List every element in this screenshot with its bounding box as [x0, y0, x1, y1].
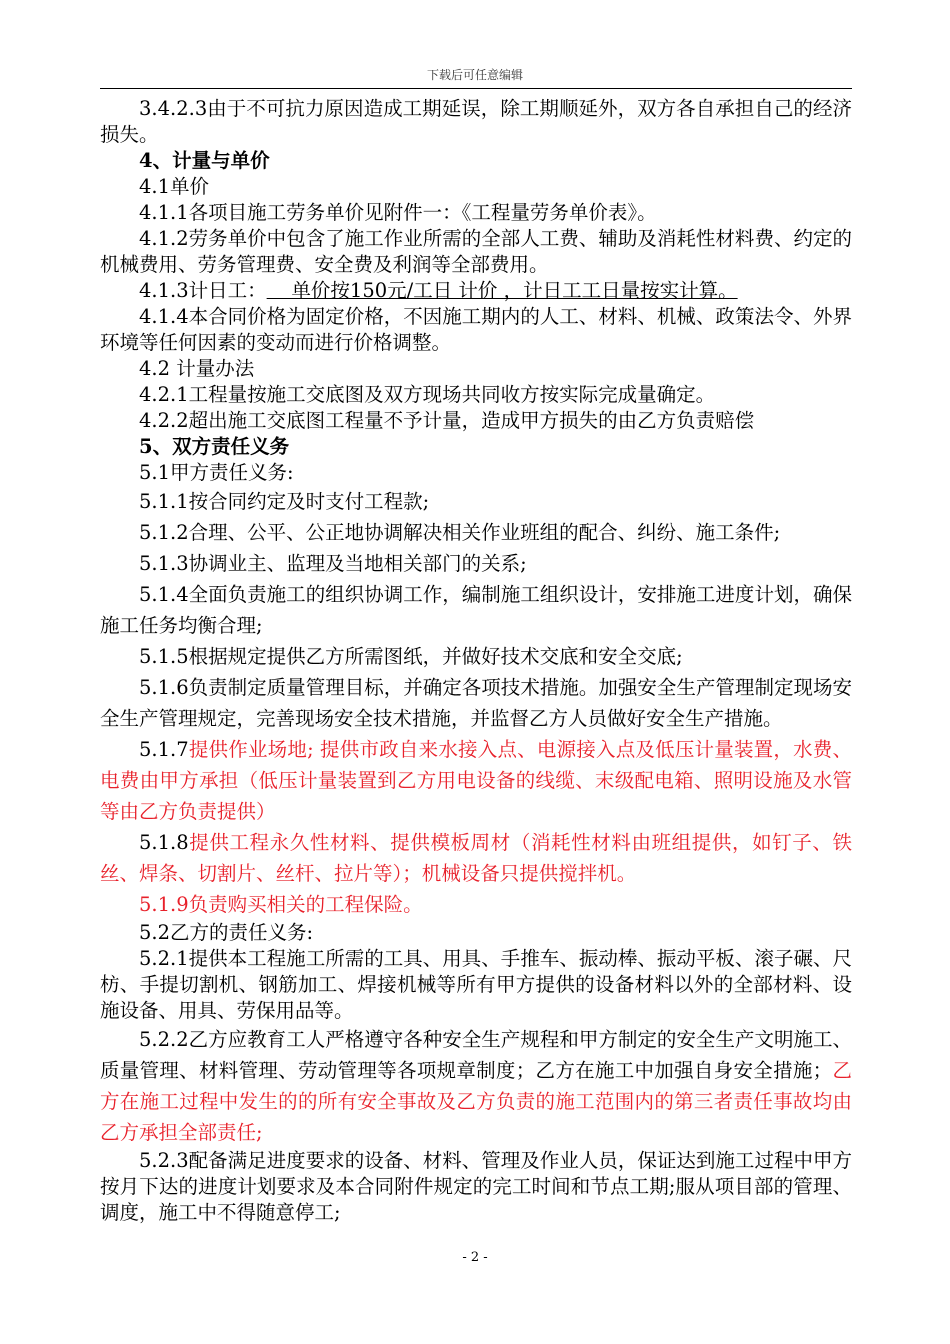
clause-5-1-7-highlight: 提供作业场地; 提供市政自来水接入点、电源接入点及低压计量装置，水费、电费由甲方承担（低压计量装置到乙方用电设备的线缆、末级配电箱、照明设施及水管等由乙方负责提供）	[100, 738, 852, 823]
section-5-heading: 5、双方责任义务	[139, 435, 290, 458]
clause-5-2-2-text: 5.2.2乙方应教育工人严格遵守各种安全生产规程和甲方制定的安全生产文明施工、质量管理、材料管理、劳动管理等各项规章制度；乙方在施工中加强自身安全措施；	[100, 1028, 852, 1082]
clause-5-2-2-highlight: 乙方在施工过程中发生的的所有安全事故及乙方负责的施工范围内的第三者责任事故均由乙方承担全部责任;	[100, 1059, 852, 1144]
header-note: 下载后可任意编辑	[426, 68, 523, 82]
clause-4-2: 4.2 计量办法	[139, 357, 255, 380]
clause-5-2-3: 5.2.3配备满足进度要求的设备、材料、管理及作业人员，保证达到施工过程中甲方按月下达的进度计划要求及本合同附件规定的完工时间和节点工期;服从项目部的管理、调度，施工中不得随意停工;	[100, 1149, 852, 1224]
page-number: - 2 -	[462, 1250, 488, 1265]
clause-5-2-1: 5.2.1提供本工程施工所需的工具、用具、手推车、振动棒、振动平板、滚子碾、尺枋、手提切割机、钢筋加工、焊接机械等所有甲方提供的设备材料以外的全部材料、设施设备、用具、劳保用品等。	[100, 947, 852, 1022]
section-4-heading: 4、计量与单价	[139, 149, 270, 172]
document-body	[100, 96, 852, 1226]
clause-4-1-3-underlined: 单价按150元/工日 计价 ，计日工工日量按实计算。	[266, 279, 738, 302]
clause-5-1-7	[100, 734, 852, 827]
clause-5-1-5: 5.1.5根据规定提供乙方所需图纸，并做好技术交底和安全交底;	[139, 645, 683, 668]
clause-4-1-1: 4.1.1各项目施工劳务单价见附件一：《工程量劳务单价表》。	[139, 201, 657, 224]
clause-5-1: 5.1甲方责任义务:	[139, 461, 294, 484]
clause-4-1-3-prefix: 4.1.3计日工：	[139, 279, 267, 302]
clause-5-1-8	[100, 827, 852, 889]
clause-5-1-8-highlight: 提供工程永久性材料、提供模板周材（消耗性材料由班组提供，如钉子、铁丝、焊条、切割片、丝杆、拉片等）；机械设备只提供搅拌机。	[100, 831, 852, 885]
clause-5-1-4: 5.1.4全面负责施工的组织协调工作，编制施工组织设计，安排施工进度计划，确保施工任务均衡合理;	[100, 583, 852, 637]
clause-5-1-2: 5.1.2合理、公平、公正地协调解决相关作业班组的配合、纠纷、施工条件;	[139, 521, 781, 544]
clause-4-1: 4.1单价	[139, 175, 210, 198]
clause-3-4-2-3: 3.4.2.3由于不可抗力原因造成工期延误，除工期顺延外，双方各自承担自己的经济损失。	[100, 97, 852, 146]
clause-4-1-3	[100, 278, 852, 304]
clause-4-1-2: 4.1.2劳务单价中包含了施工作业所需的全部人工费、辅助及消耗性材料费、约定的机械费用、劳务管理费、安全费及利润等全部费用。	[100, 227, 852, 276]
clause-4-2-2: 4.2.2超出施工交底图工程量不予计量，造成甲方损失的由乙方负责赔偿	[139, 409, 755, 432]
clause-5-1-8-number: 5.1.8	[139, 831, 189, 854]
clause-4-1-4: 4.1.4本合同价格为固定价格，不因施工期内的人工、材料、机械、政策法令、外界环境等任何因素的变动而进行价格调整。	[100, 305, 852, 354]
clause-5-1-3: 5.1.3协调业主、监理及当地相关部门的关系;	[139, 552, 527, 575]
clause-4-2-1: 4.2.1工程量按施工交底图及双方现场共同收方按实际完成量确定。	[139, 383, 716, 406]
clause-5-1-7-number: 5.1.7	[139, 738, 189, 761]
clause-5-2: 5.2乙方的责任义务:	[139, 921, 314, 944]
clause-5-1-9: 5.1.9负责购买相关的工程保险。	[139, 893, 423, 916]
clause-5-1-1: 5.1.1按合同约定及时支付工程款;	[139, 490, 430, 513]
clause-5-1-6: 5.1.6负责制定质量管理目标，并确定各项技术措施。加强安全生产管理制定现场安全生产管理规定，完善现场安全技术措施，并监督乙方人员做好安全生产措施。	[100, 676, 852, 730]
header-rule	[100, 88, 852, 89]
clause-5-2-2	[100, 1024, 852, 1148]
